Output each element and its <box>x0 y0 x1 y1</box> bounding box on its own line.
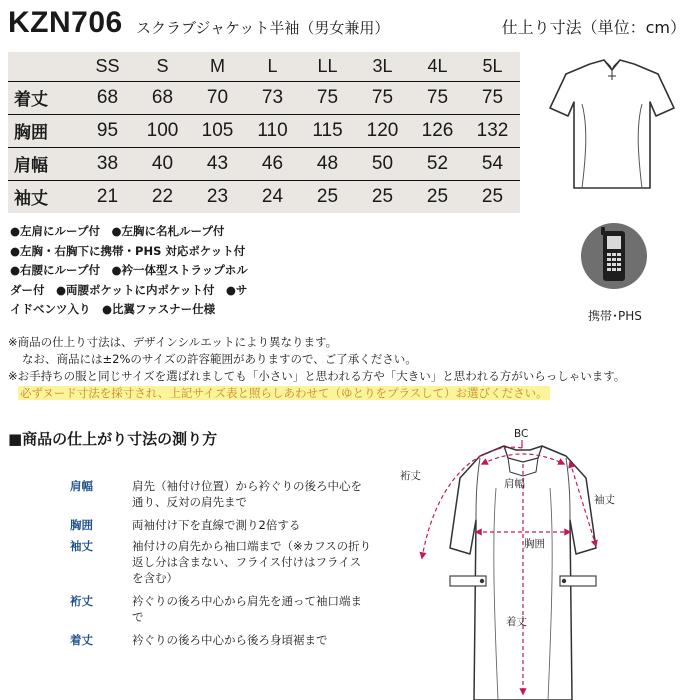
product-name: スクラブジャケット半袖（男女兼用） <box>136 19 390 37</box>
table-cell: 38 <box>80 147 135 180</box>
table-cell: 132 <box>465 114 520 147</box>
table-cell: 115 <box>300 114 355 147</box>
table-cell: 54 <box>465 147 520 180</box>
table-cell: 48 <box>300 147 355 180</box>
phone-badge-label: 携帯･PHS <box>588 309 642 323</box>
table-row <box>8 180 520 213</box>
table-cell: 95 <box>80 114 135 147</box>
table-cell: 126 <box>410 114 465 147</box>
jacket-back-sketch <box>398 428 698 700</box>
size-col-header: 5L <box>482 55 503 76</box>
table-cell: 100 <box>135 114 190 147</box>
size-col-header: 4L <box>427 55 448 76</box>
highlight-text: 必ずヌード寸法を採寸され、上記サイズ表と照らしあわせて（ゆとりをプラスして）お選びください。 <box>20 386 548 400</box>
row-label: 着丈 <box>8 81 80 114</box>
table-cell: 24 <box>245 180 300 213</box>
model-number: KZN706 <box>8 6 123 39</box>
label-kitake: 着丈 <box>506 616 527 628</box>
table-cell: 50 <box>355 147 410 180</box>
row-label: 肩幅 <box>8 147 80 180</box>
size-table <box>8 52 520 213</box>
table-cell: 70 <box>190 81 245 114</box>
feature-list <box>10 222 570 320</box>
note-line: ※お手持ちの服と同じサイズを選ばれましても「小さい」と思われる方や「大きい」と思われる方がいらっしゃいます。 <box>8 369 626 383</box>
table-cell: 25 <box>465 180 520 213</box>
definition-text: 両袖付け下を直線で測り2倍する <box>132 518 301 532</box>
definition-term: 胸囲 <box>70 518 93 532</box>
table-cell: 68 <box>80 81 135 114</box>
label-sode: 袖丈 <box>594 494 615 506</box>
size-col-header: S <box>156 55 169 76</box>
header <box>8 4 692 46</box>
table-cell: 75 <box>465 81 520 114</box>
table-cell: 43 <box>190 147 245 180</box>
table-cell: 75 <box>300 81 355 114</box>
table-cell: 40 <box>135 147 190 180</box>
definition-text: 袖付けの肩先から袖口端まで（※カフスの折り返し分は含まない、フライス付けはフライスを含む） <box>132 539 372 585</box>
definition-text: 衿ぐりの後ろ中心から肩先を通って袖口端まで <box>132 594 362 624</box>
feature-line: イドベンツ入り ●比翼ファスナー仕様 <box>10 302 216 316</box>
table-cell: 110 <box>245 114 300 147</box>
feature-line: ●左胸・右胸下に携帯・PHS 対応ポケット付 <box>10 243 246 258</box>
size-col-header: M <box>210 55 225 76</box>
note-line: ※商品の仕上り寸法は、デザインシルエットにより異なります。 <box>8 335 338 349</box>
table-cell: 75 <box>355 81 410 114</box>
size-header-row <box>8 52 520 81</box>
row-label: 袖丈 <box>8 180 80 213</box>
label-yuki: 裄丈 <box>400 470 421 482</box>
label-katahaba: 肩幅 <box>504 478 525 490</box>
feature-line: ●左肩にループ付 ●左胸に名札ループ付 <box>10 224 225 238</box>
table-cell: 25 <box>410 180 465 213</box>
feature-line: ダー付 ●両腰ポケットに内ポケット付 ●サ <box>10 282 248 297</box>
unit-label: 仕上り寸法（単位：cm） <box>501 18 686 37</box>
table-cell: 120 <box>355 114 410 147</box>
table-row <box>8 114 520 147</box>
table-cell: 75 <box>410 81 465 114</box>
row-label: 胸囲 <box>8 114 80 147</box>
jacket-flat-sketch <box>546 56 678 196</box>
table-cell: 25 <box>355 180 410 213</box>
feature-line: ●右腰にループ付 ●衿一体型ストラップホル <box>10 263 248 277</box>
howto-title: ■商品の仕上がり寸法の測り方 <box>8 430 218 448</box>
table-cell: 22 <box>135 180 190 213</box>
table-row <box>8 147 520 180</box>
table-cell: 73 <box>245 81 300 114</box>
definition-term: 肩幅 <box>70 479 93 493</box>
table-cell: 52 <box>410 147 465 180</box>
definition-term: 着丈 <box>70 633 93 647</box>
label-bc: BC <box>514 428 529 440</box>
size-col-header: LL <box>317 55 338 76</box>
definition-text: 衿ぐりの後ろ中心から後ろ身頃裾まで <box>132 633 328 647</box>
size-col-header: 3L <box>372 55 393 76</box>
size-col-header: SS <box>95 55 120 76</box>
table-corner <box>8 52 80 81</box>
table-row <box>8 81 520 114</box>
definition-text: 肩先（袖付け位置）から衿ぐりの後ろ中心を通り、反対の肩先まで <box>132 479 362 509</box>
definition-term: 袖丈 <box>70 539 93 553</box>
notes <box>8 334 694 402</box>
table-cell: 21 <box>80 180 135 213</box>
table-cell: 23 <box>190 180 245 213</box>
table-cell: 68 <box>135 81 190 114</box>
measurement-diagram <box>398 428 698 700</box>
table-cell: 25 <box>300 180 355 213</box>
label-kyoui: 胸囲 <box>524 538 545 550</box>
note-line: なお、商品には±2%のサイズの許容範囲がありますので、ご了承ください。 <box>22 352 417 366</box>
note-highlight <box>8 385 694 402</box>
size-col-header: L <box>267 55 278 76</box>
mobile-phone-icon <box>580 222 648 290</box>
table-cell: 46 <box>245 147 300 180</box>
table-cell: 105 <box>190 114 245 147</box>
definition-term: 裄丈 <box>70 594 93 608</box>
